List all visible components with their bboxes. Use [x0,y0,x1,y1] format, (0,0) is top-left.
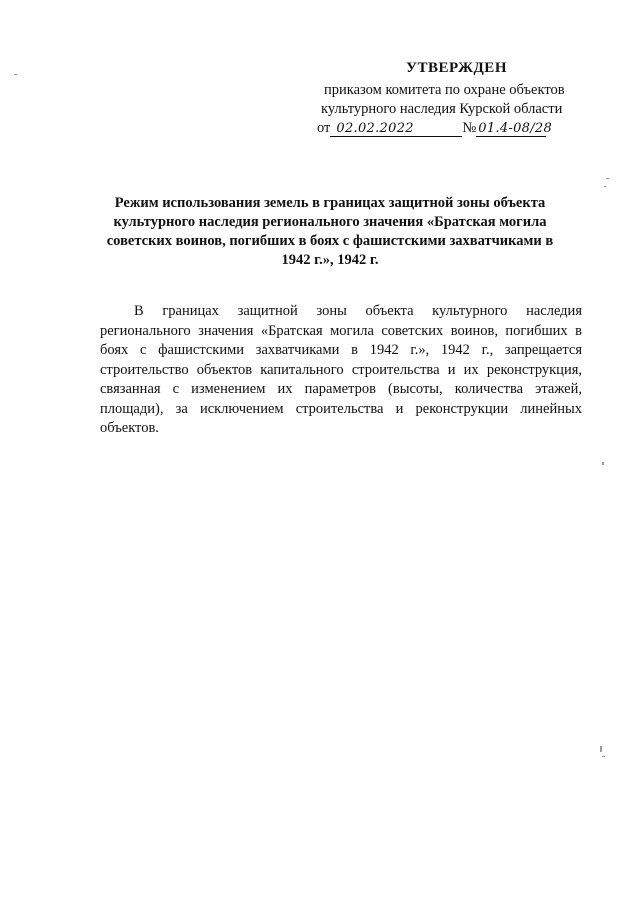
scan-speck [606,178,609,179]
scan-speck [14,74,17,75]
scan-speck [604,186,606,187]
handwritten-date: 02.02.2022 [330,121,462,137]
handwritten-number: 01.4-08/28 [478,121,553,136]
approval-line-2: культурного наследия Курской области [321,101,563,117]
scan-speck [602,756,605,757]
approval-date-number-line [317,120,553,137]
approval-line-1: приказом комитета по охране объектов [324,82,565,98]
approval-title: УТВЕРЖДЕН [406,60,507,76]
date-prefix: от [317,120,331,136]
scan-speck [600,746,602,752]
document-body: В границах защитной зоны объекта культурного наследия регионального значения «Братская могила советских воинов, погибших в боях с фашистскими захватчиками в 1942 г.», 1942 г., запрещается строительство объектов капитального строительства и их реконструкция, связанная с изменением их параметров (высоты, количества этажей, площади), за исключением строительства и реконструкции линейных объектов. [100,303,582,436]
document-title: Режим использования земель в границах защитной зоны объекта культурного наследия регионального значения «Братская могила советских воинов, погибших в боях с фашистскими захватчиками в 1942 г.», 1942 г. [106,195,554,268]
scan-speck [602,462,604,465]
number-prefix: № [462,120,477,136]
